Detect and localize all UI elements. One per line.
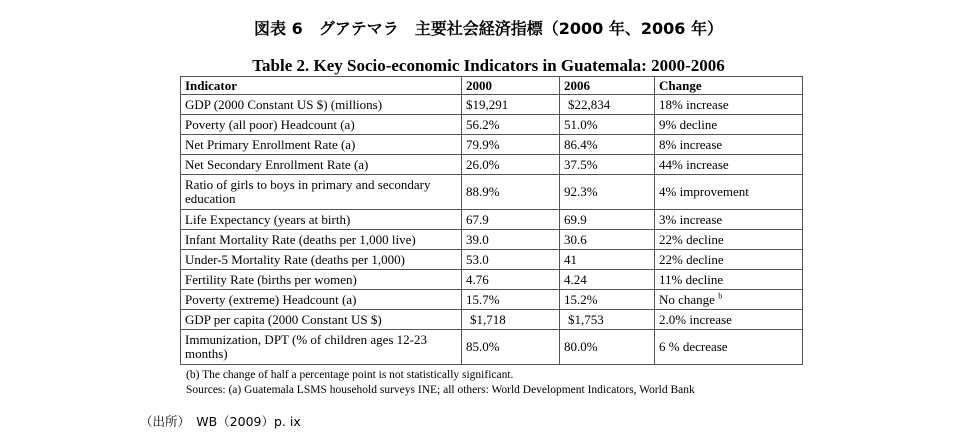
value-2006-cell: 30.6 <box>560 230 655 250</box>
table-row <box>181 270 803 290</box>
table-row <box>181 230 803 250</box>
indicator-cell: Net Primary Enrollment Rate (a) <box>181 135 462 155</box>
value-2000-cell: 56.2% <box>462 115 560 135</box>
table-sources: Sources: (a) Guatemala LSMS household surveys INE; all others: World Development Indicators, World Bank <box>186 384 695 396</box>
value-2006-cell: 51.0% <box>560 115 655 135</box>
value-2006-cell: 4.24 <box>560 270 655 290</box>
change-text: No change <box>659 291 715 307</box>
table-footnote: (b) The change of half a percentage point is not statistically significant. <box>186 369 514 381</box>
value-2000-cell: 88.9% <box>462 175 560 210</box>
figure-title: 図表 6 グアテマラ 主要社会経済指標（2000 年、2006 年） <box>254 19 723 38</box>
table-row <box>181 155 803 175</box>
change-cell: 22% decline <box>655 230 803 250</box>
table-row <box>181 250 803 270</box>
header-change: Change <box>655 77 803 95</box>
change-cell <box>655 290 803 310</box>
value-2000-cell: $19,291 <box>462 95 560 115</box>
value-2000-cell: 79.9% <box>462 135 560 155</box>
value-2006-cell: $22,834 <box>560 95 655 115</box>
value-2000-cell: 26.0% <box>462 155 560 175</box>
value-2000-cell: 53.0 <box>462 250 560 270</box>
footnote-marker: b <box>718 291 723 301</box>
change-cell: 9% decline <box>655 115 803 135</box>
indicator-cell: Life Expectancy (years at birth) <box>181 210 462 230</box>
change-cell: 4% improvement <box>655 175 803 210</box>
value-2006-cell: $1,753 <box>560 310 655 330</box>
table-header-row <box>181 77 803 95</box>
change-cell: 22% decline <box>655 250 803 270</box>
change-cell: 8% increase <box>655 135 803 155</box>
value-2006-cell: 80.0% <box>560 330 655 365</box>
indicator-cell: Poverty (extreme) Headcount (a) <box>181 290 462 310</box>
figure-source: （出所） WB（2009）p. ix <box>140 414 301 429</box>
value-2000-cell: 85.0% <box>462 330 560 365</box>
table-row <box>181 310 803 330</box>
value-2000-cell: 15.7% <box>462 290 560 310</box>
change-cell: 11% decline <box>655 270 803 290</box>
indicator-cell: Immunization, DPT (% of children ages 12-23 months) <box>181 330 462 365</box>
table-row <box>181 95 803 115</box>
indicators-table <box>180 76 803 365</box>
table-row <box>181 115 803 135</box>
header-indicator: Indicator <box>181 77 462 95</box>
table-row <box>181 210 803 230</box>
indicator-cell: GDP per capita (2000 Constant US $) <box>181 310 462 330</box>
change-cell: 6 % decrease <box>655 330 803 365</box>
table-row <box>181 175 803 210</box>
indicator-cell: Under-5 Mortality Rate (deaths per 1,000) <box>181 250 462 270</box>
change-cell: 3% increase <box>655 210 803 230</box>
value-2000-cell: $1,718 <box>462 310 560 330</box>
indicator-cell: Fertility Rate (births per women) <box>181 270 462 290</box>
value-2000-cell: 39.0 <box>462 230 560 250</box>
table-row <box>181 330 803 365</box>
header-2000: 2000 <box>462 77 560 95</box>
value-2006-cell: 15.2% <box>560 290 655 310</box>
change-cell: 18% increase <box>655 95 803 115</box>
change-cell: 2.0% increase <box>655 310 803 330</box>
table-row <box>181 290 803 310</box>
header-2006: 2006 <box>560 77 655 95</box>
value-2006-cell: 92.3% <box>560 175 655 210</box>
value-2000-cell: 67.9 <box>462 210 560 230</box>
table-row <box>181 135 803 155</box>
value-2000-cell: 4.76 <box>462 270 560 290</box>
indicator-cell: Ratio of girls to boys in primary and secondary education <box>181 175 462 210</box>
indicator-cell: Infant Mortality Rate (deaths per 1,000 live) <box>181 230 462 250</box>
value-2006-cell: 69.9 <box>560 210 655 230</box>
value-2006-cell: 37.5% <box>560 155 655 175</box>
value-2006-cell: 41 <box>560 250 655 270</box>
indicator-cell: GDP (2000 Constant US $) (millions) <box>181 95 462 115</box>
table-title: Table 2. Key Socio-economic Indicators in Guatemala: 2000-2006 <box>252 56 725 75</box>
value-2006-cell: 86.4% <box>560 135 655 155</box>
change-cell: 44% increase <box>655 155 803 175</box>
indicator-cell: Net Secondary Enrollment Rate (a) <box>181 155 462 175</box>
indicator-cell: Poverty (all poor) Headcount (a) <box>181 115 462 135</box>
